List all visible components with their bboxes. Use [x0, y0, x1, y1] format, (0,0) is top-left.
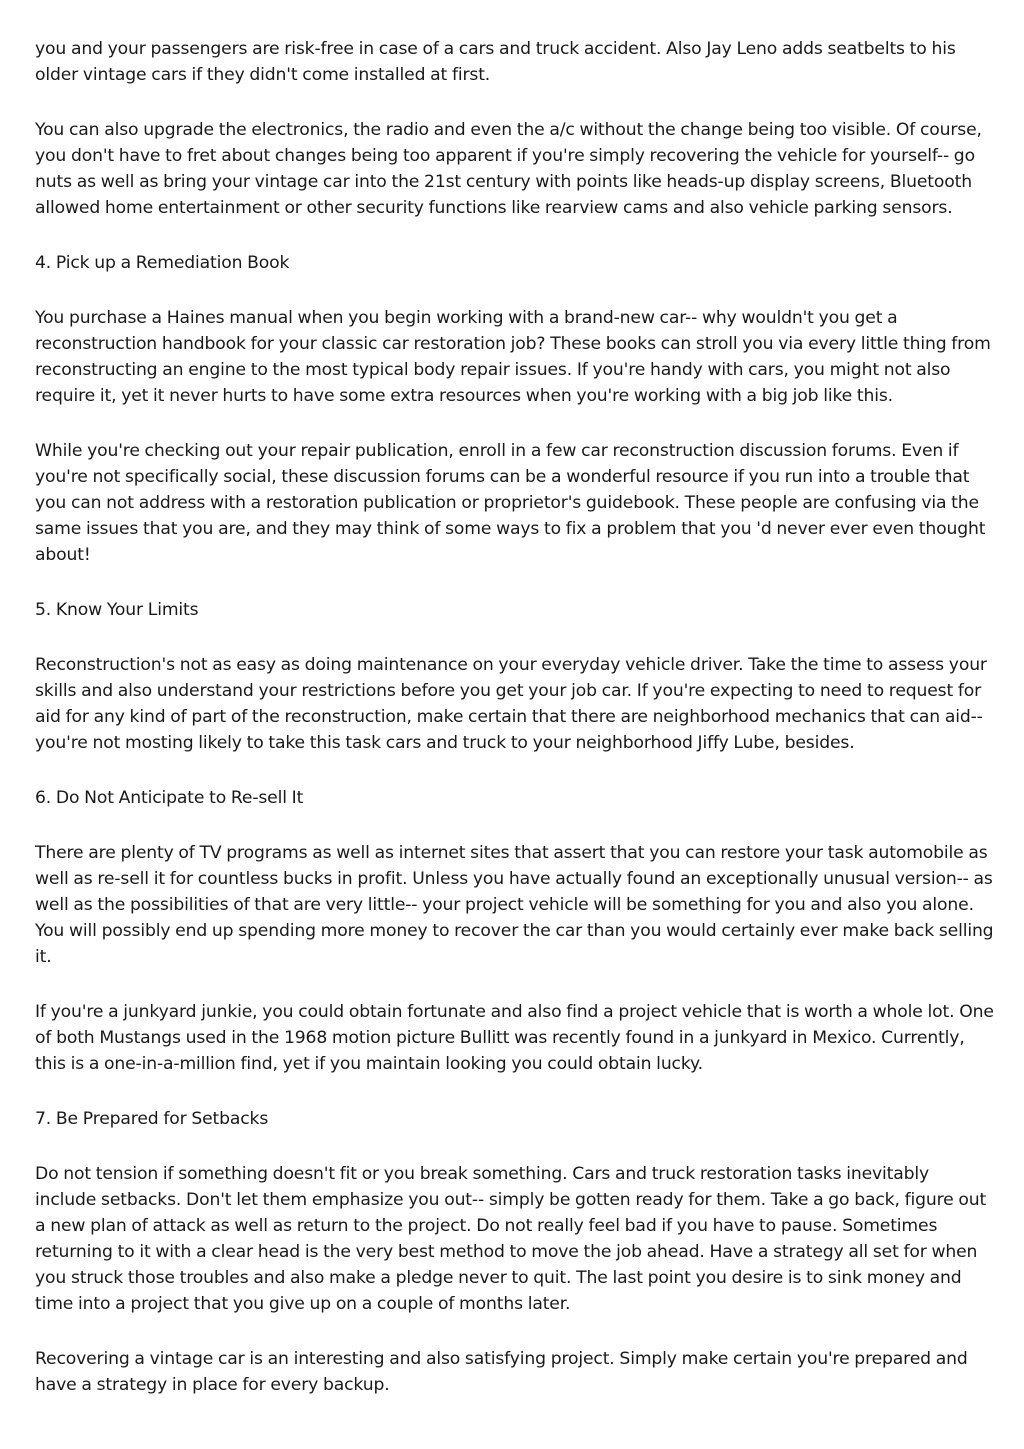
heading-do-not-resell: 6. Do Not Anticipate to Re-sell It — [35, 788, 304, 808]
paragraph-seatbelts: you and your passengers are risk-free in case of a cars and truck accident. Also Jay Leno adds seatbelts to his older vintage cars if they didn't come installed at first. — [35, 39, 956, 85]
paragraph-discussion-forums: While you're checking out your repair publication, enroll in a few car reconstruction discussion forums. Even if you're not specifically social, these discussion forums can be a wonderful resource if you run into a trouble that you can not address with a restoration publication or proprietor's guidebook. These people are confusing via the same issues that you are, and they may think of some ways to fix a problem that you 'd never ever even thought about! — [35, 441, 986, 565]
paragraph-conclusion: Recovering a vintage car is an interesting and also satisfying project. Simply make certain you're prepared and have a strategy in place for every backup. — [35, 1349, 968, 1395]
paragraph-junkyard: If you're a junkyard junkie, you could obtain fortunate and also find a project vehicle that is worth a whole lot. One of both Mustangs used in the 1968 motion picture Bullitt was recently found in a junkyard in Mexico. Currently, this is a one-in-a-million find, yet if you maintain looking you could obtain lucky. — [35, 1002, 994, 1074]
document-body — [35, 36, 995, 1427]
paragraph-tv-programs: There are plenty of TV programs as well as internet sites that assert that you can restore your task automobile as well as re-sell it for countless bucks in profit. Unless you have actually found an exceptionally unusual version-- as well as the possibilities of that are very little-- your project vehicle will be something for you and also you alone. You will possibly end up spending more money to recover the car than you would certainly ever make back selling it. — [35, 843, 994, 967]
paragraph-setbacks: Do not tension if something doesn't fit or you break something. Cars and truck restoration tasks inevitably include setbacks. Don't let them emphasize you out-- simply be gotten ready for them. Take a go back, figure out a new plan of attack as well as return to the project. Do not really feel bad if you have to pause. Sometimes returning to it with a clear head is the very best method to move the job ahead. Have a strategy all set for when you struck those troubles and also make a pledge never to quit. The last point you desire is to sink money and time into a project that you give up on a couple of months later. — [35, 1164, 987, 1314]
paragraph-electronics: You can also upgrade the electronics, the radio and even the a/c without the change being too visible. Of course, you don't have to fret about changes being too apparent if you're simply recovering the vehicle for yourself-- go nuts as well as bring your vintage car into the 21st century with points like heads-up display screens, Bluetooth allowed home entertainment or other security functions like rearview cams and also vehicle parking sensors. — [35, 120, 982, 218]
heading-remediation-book: 4. Pick up a Remediation Book — [35, 253, 290, 273]
paragraph-haines-manual: You purchase a Haines manual when you begin working with a brand-new car-- why wouldn't you get a reconstruction handbook for your classic car restoration job? These books can stroll you via every little thing from reconstructing an engine to the most typical body repair issues. If you're handy with cars, you might not also require it, yet it never hurts to have some extra resources when you're working with a big job like this. — [35, 308, 991, 406]
heading-know-limits: 5. Know Your Limits — [35, 600, 199, 620]
heading-setbacks: 7. Be Prepared for Setbacks — [35, 1109, 269, 1129]
paragraph-reconstruction-limits: Reconstruction's not as easy as doing maintenance on your everyday vehicle driver. Take the time to assess your skills and also understand your restrictions before you get your job car. If you're expecting to need to request for aid for any kind of part of the reconstruction, make certain that there are neighborhood mechanics that can aid-- you're not mosting likely to take this task cars and truck to your neighborhood Jiffy Lube, besides. — [35, 655, 987, 753]
